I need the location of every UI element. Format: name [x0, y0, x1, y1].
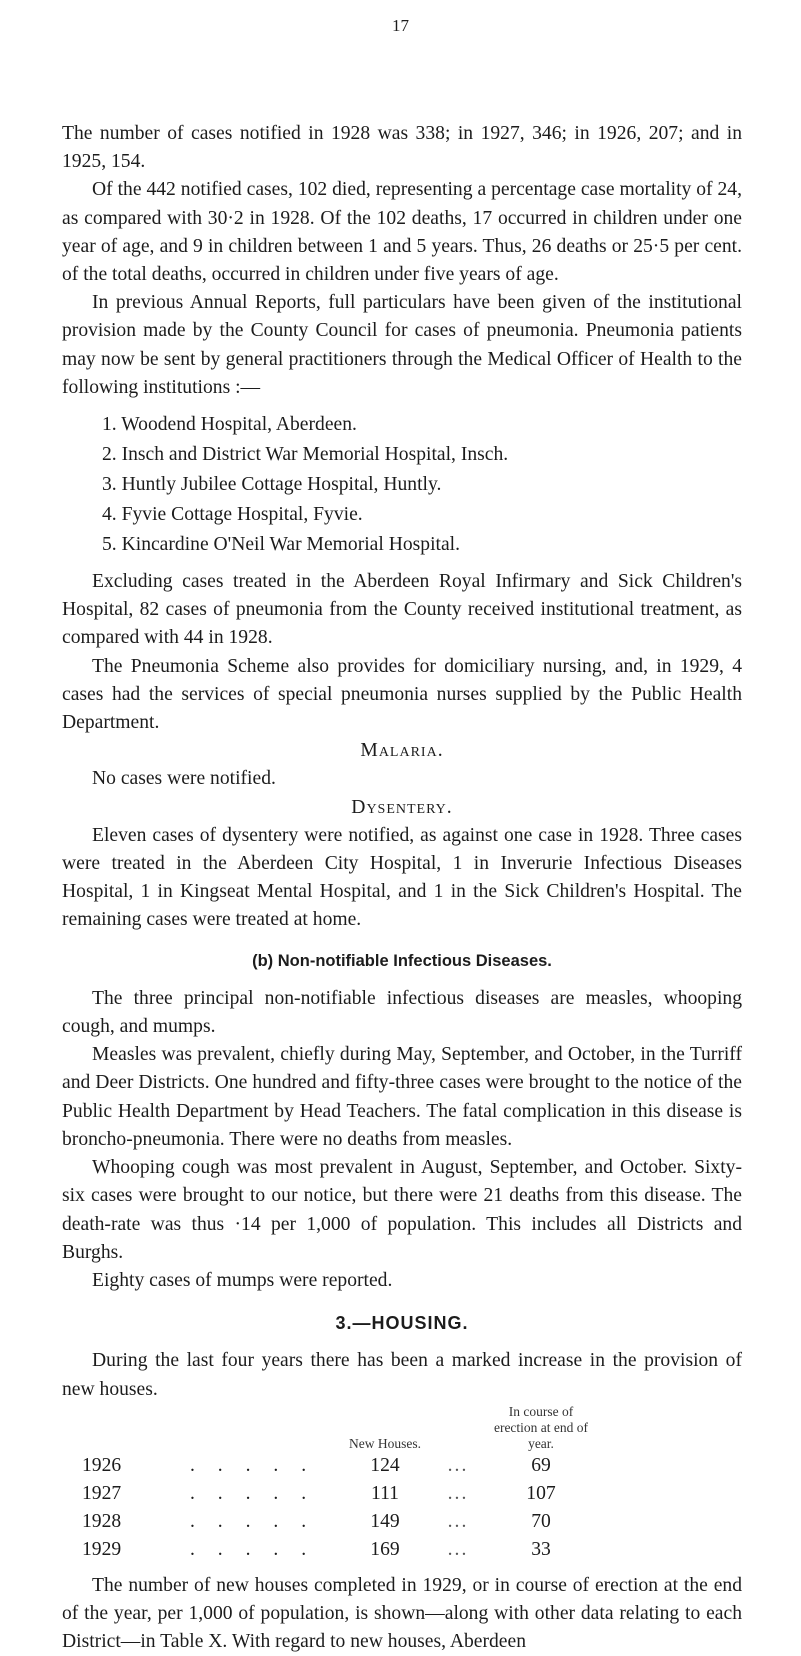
table-cell-year: 1927: [82, 1482, 122, 1504]
table-cell-year: 1928: [82, 1510, 122, 1532]
paragraph-dysentery: Eleven cases of dysentery were notified, as against one case in 1928. Three cases were treated in the Aberdeen City Hospital, 1 in Inverurie Infectious Diseases Hospital, 1 in Kingseat Mental Hospital, and 1 in the Sick Children's Hospital. The remaining cases were treated at home.: [62, 824, 742, 931]
table-cell-in-erection: 107: [526, 1482, 556, 1504]
page-content: [62, 120, 742, 1656]
list-item: 1. Woodend Hospital, Aberdeen.: [102, 414, 357, 436]
table-row: [62, 1452, 596, 1480]
leader-dots: . . . . .: [190, 1454, 316, 1476]
table-cell-in-erection: 69: [531, 1454, 551, 1476]
heading-dysentery: Dysentery.: [351, 796, 453, 818]
table-cell-new-houses: 124: [370, 1454, 400, 1476]
column-header-new-houses: New Houses.: [349, 1435, 421, 1451]
table-row: [62, 1536, 596, 1564]
page-number: 17: [392, 16, 409, 35]
paragraph-housing-closing: The number of new houses completed in 1929, or in course of erection at the end of the year, per 1,000 of population, is shown—along with other data relating to each District—in Table X. With regard to new houses, Aberdeen: [62, 1574, 742, 1653]
table-cell-in-erection: 33: [531, 1538, 551, 1560]
table-cell-new-houses: 149: [370, 1510, 400, 1532]
paragraph-measles: Measles was prevalent, chiefly during May, September, and October, in the Turriff and Deer Districts. One hundred and fifty-three cases were brought to the notice of the Public Health Department by Head Teachers. The fatal complication in this disease is broncho-pneumonia. There were no deaths from measles.: [62, 1044, 742, 1150]
paragraph-mumps: Eighty cases of mumps were reported.: [92, 1269, 393, 1291]
list-item: 2. Insch and District War Memorial Hospital, Insch.: [102, 444, 509, 466]
institutions-list: [62, 410, 742, 560]
leader-dots: ...: [447, 1454, 469, 1476]
list-item: 3. Huntly Jubilee Cottage Hospital, Huntly.: [102, 474, 442, 496]
table-cell-year: 1929: [82, 1538, 122, 1560]
paragraph-malaria: No cases were notified.: [92, 768, 276, 790]
paragraph-whooping-cough: Whooping cough was most prevalent in August, September, and October. Sixty-six cases were brought to our notice, but there were 21 deaths from this disease. The death-rate was thus ·14 per 1,000 of population. This includes all Districts and Burghs.: [62, 1157, 742, 1263]
paragraph-mortality: Of the 442 notified cases, 102 died, representing a percentage case mortality of 24, as compared with 30·2 in 1928. Of the 102 deaths, 17 occurred in children under one year of age, and 9 in children between 1 and 5 years. Thus, 26 deaths or 25·5 per cent. of the total deaths, occurred in children under five years of age.: [62, 179, 742, 286]
heading-housing: 3.—HOUSING.: [335, 1313, 469, 1334]
table-cell-year: 1926: [82, 1454, 122, 1476]
table-cell-new-houses: 169: [370, 1538, 400, 1560]
leader-dots: ...: [447, 1482, 469, 1504]
heading-non-notifiable: (b) Non-notifiable Infectious Diseases.: [252, 951, 552, 970]
leader-dots: . . . . .: [190, 1538, 316, 1560]
paragraph-cases-notified: The number of cases notified in 1928 was 338; in 1927, 346; in 1926, 207; and in 1925, 154.: [62, 123, 742, 173]
table-row: [62, 1508, 596, 1536]
table-cell-new-houses: 111: [371, 1482, 399, 1504]
housing-table: [62, 1404, 596, 1564]
leader-dots: . . . . .: [190, 1510, 316, 1532]
list-item: 4. Fyvie Cottage Hospital, Fyvie.: [102, 504, 363, 526]
paragraph-pneumonia-scheme: The Pneumonia Scheme also provides for domiciliary nursing, and, in 1929, 4 cases had the services of special pneumonia nurses supplied by the Public Health Department.: [62, 655, 742, 734]
heading-malaria: Malaria.: [360, 740, 444, 762]
paragraph-principal-diseases: The three principal non-notifiable infectious diseases are measles, whooping cough, and mumps.: [62, 987, 742, 1038]
table-row: [62, 1480, 596, 1508]
paragraph-housing-intro: During the last four years there has been a marked increase in the provision of new houses.: [62, 1350, 742, 1400]
paragraph-pneumonia-treatment: Excluding cases treated in the Aberdeen Royal Infirmary and Sick Children's Hospital, 82 cases of pneumonia from the County received institutional treatment, as compared with 44 in 1928.: [62, 571, 742, 649]
leader-dots: . . . . .: [190, 1482, 316, 1504]
leader-dots: ...: [447, 1538, 469, 1560]
leader-dots: ...: [447, 1510, 469, 1532]
list-item: 5. Kincardine O'Neil War Memorial Hospital.: [102, 534, 460, 556]
column-header-in-erection: In course of erection at end of year.: [493, 1403, 589, 1451]
paragraph-institutional-provision: In previous Annual Reports, full particulars have been given of the institutional provision made by the County Council for cases of pneumonia. Pneumonia patients may now be sent by general practitioners through the Medical Officer of Health to the following institutions :—: [62, 292, 742, 398]
table-cell-in-erection: 70: [531, 1510, 551, 1532]
